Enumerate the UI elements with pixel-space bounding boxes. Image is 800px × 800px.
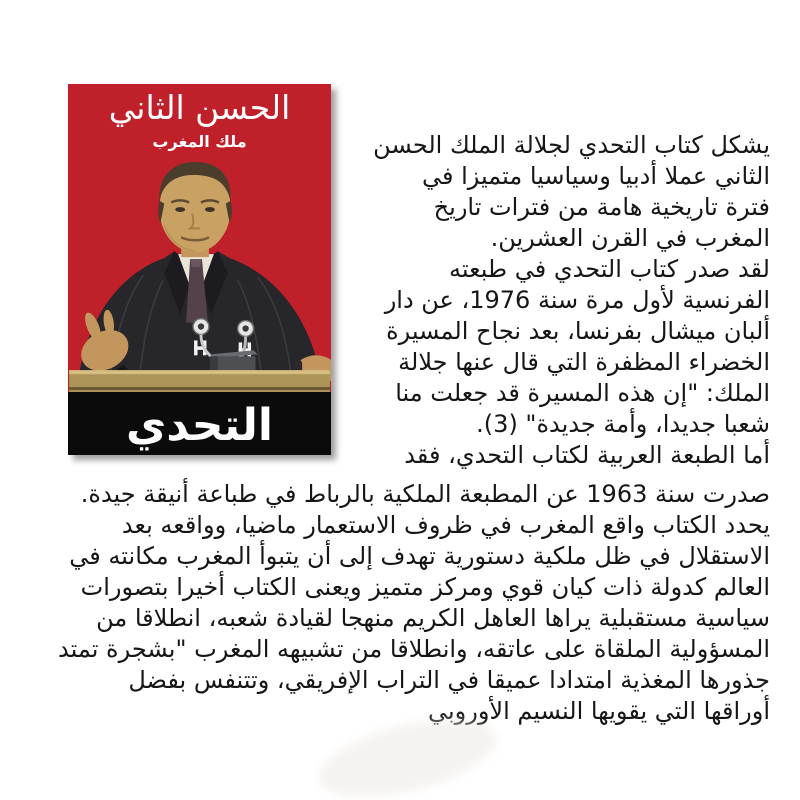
book-cover-title: الحسن الثاني: [108, 88, 291, 127]
article-line: الخضراء المظفرة التي قال عنها جلالة: [398, 348, 770, 376]
article-line: ألبان ميشال بفرنسا، بعد نجاح المسيرة: [386, 317, 770, 345]
book-cover-band: [68, 392, 331, 455]
article-line: لقد صدر كتاب التحدي في طبعته: [449, 255, 770, 283]
article-line: يحدد الكتاب واقع المغرب في ظروف الاستعمار ماضيا، وواقعه بعد: [121, 511, 770, 539]
article-line: يشكل كتاب التحدي لجلالة الملك الحسن: [373, 131, 770, 159]
king-portrait-photo: [68, 156, 331, 392]
article-line: العالم كدولة ذات كيان قوي ومركز متميز ويعنى الكتاب أخيرا بتصورات: [80, 573, 770, 601]
article-line: الثاني عملا أدبيا وسياسيا متميزا في: [422, 162, 770, 190]
article-line: أوراقها التي يقويها النسيم الأوروبي: [427, 697, 770, 725]
article-line: المغرب في القرن العشرين.: [490, 224, 770, 252]
book-cover-band-title: التحدي: [125, 399, 274, 451]
book-cover-subtitle: ملك المغرب: [152, 132, 247, 151]
article-line: جذورها المغذية امتدادا عميقا في التراب الإفريقي، وتتنفس بفضل: [128, 666, 770, 694]
article-line: فترة تاريخية هامة من فترات تاريخ: [433, 193, 770, 221]
book-cover-image: [68, 84, 331, 455]
article-line: أما الطبعة العربية لكتاب التحدي، فقد: [404, 441, 770, 469]
article-line: الاستقلال في ظل ملكية دستورية تهدف إلى أن يتبوأ المغرب مكانته في: [69, 542, 770, 570]
article-line: شعبا جديدا، وأمة جديدة" (3).: [476, 410, 770, 438]
article-line: سياسية مستقبلية يراها العاهل الكريم منهجا لقيادة شعبه، انطلاقا من: [96, 604, 770, 632]
article-line: الفرنسية لأول مرة سنة 1976، عن دار: [384, 286, 770, 314]
article-line: صدرت سنة 1963 عن المطبعة الملكية بالرباط في طباعة أنيقة جيدة.: [80, 480, 770, 508]
article-line: الملك: "إن هذه المسيرة قد جعلت منا: [395, 379, 770, 407]
article-line: المسؤولية الملقاة على عاتقه، وانطلاقا من تشبيهه المغرب "بشجرة تمتد: [58, 635, 770, 663]
